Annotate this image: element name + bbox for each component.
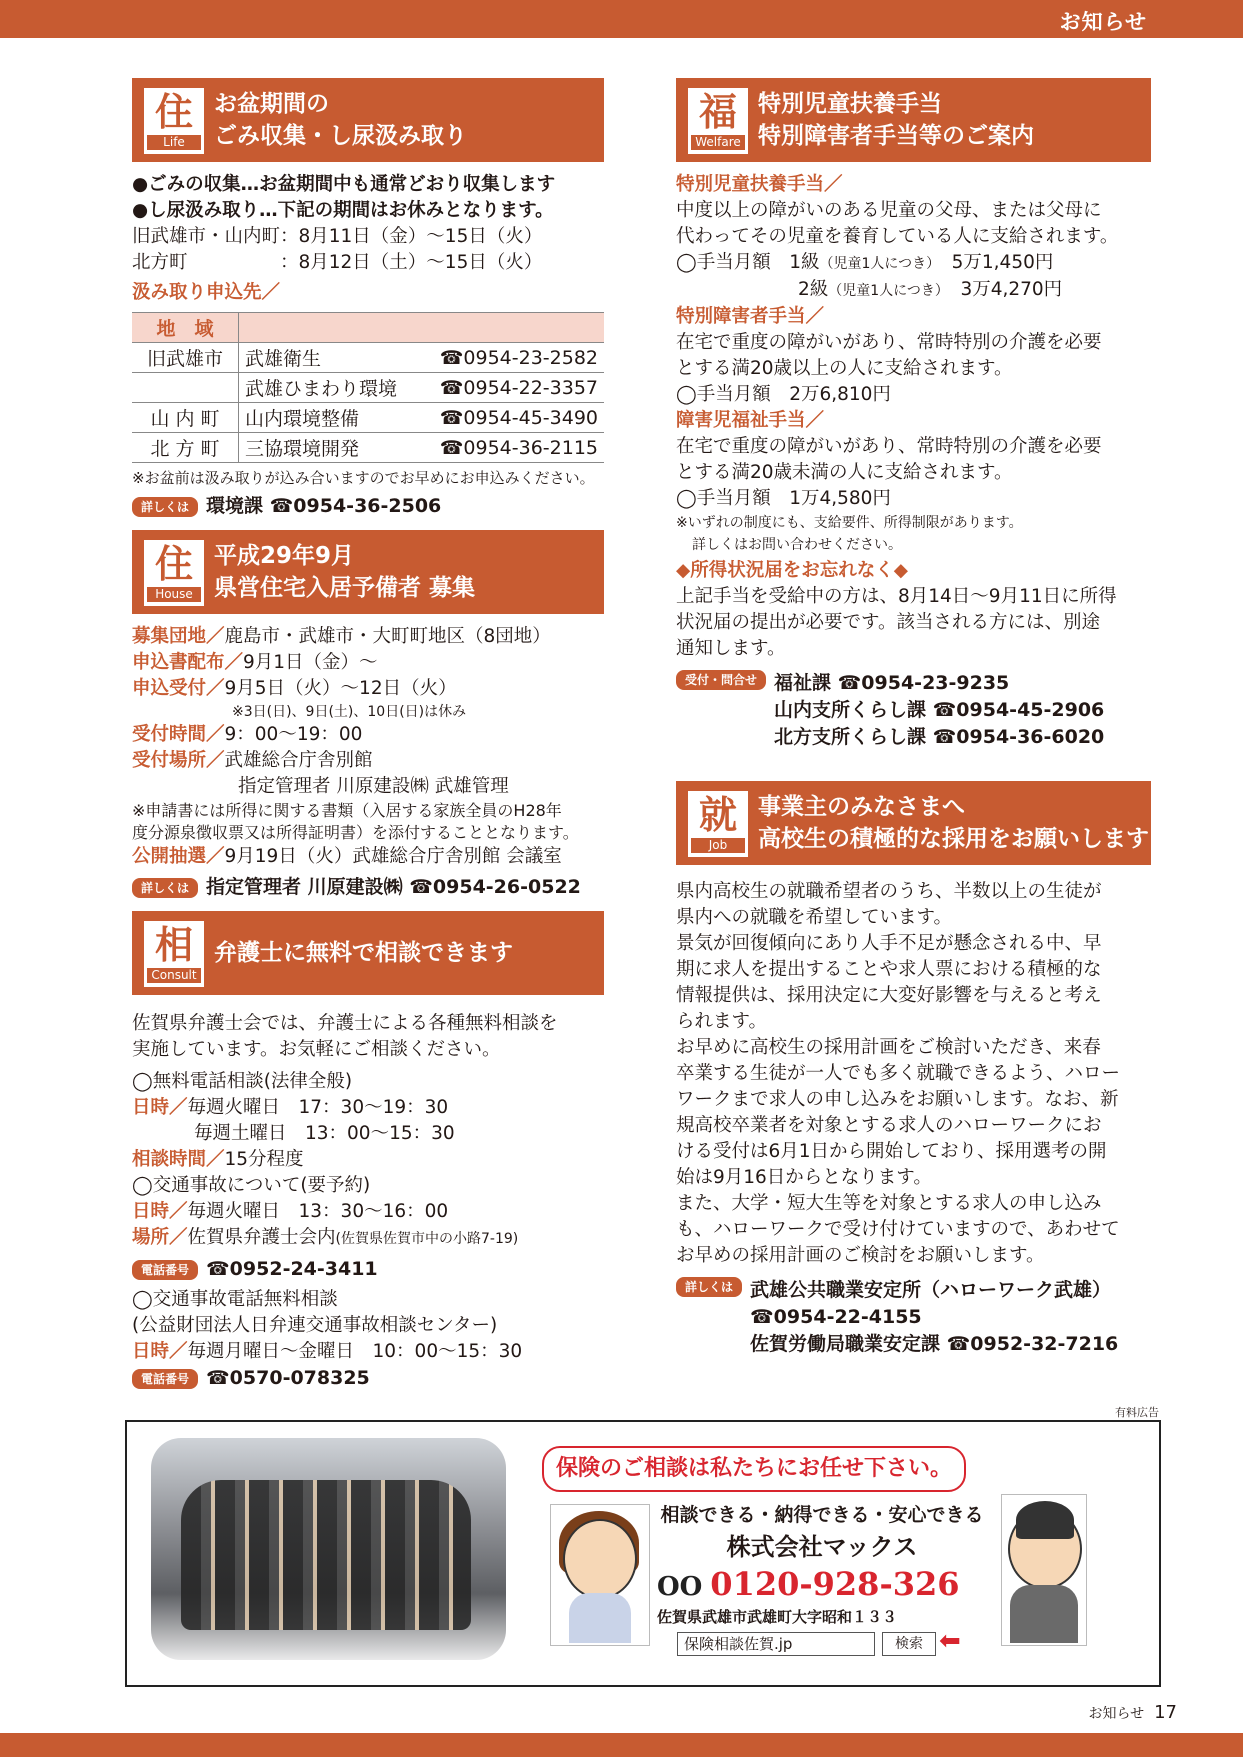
table-row: 武雄ひまわり環境 ☎0954-22-3357 (132, 373, 604, 403)
heading-lawyer (132, 911, 604, 995)
address: 佐賀県武雄市武雄町大字昭和１３３ (657, 1608, 898, 1626)
section-title: 事業主のみなさまへ 高校生の積極的な採用をお願いします (758, 794, 1149, 852)
details-badge: 詳しくは (132, 497, 198, 517)
body-line: 卒業する生徒が一人でも多く就職できるよう、ハロー (676, 1063, 1121, 1084)
details-badge: 詳しくは (676, 1277, 742, 1297)
info-line: 日時／毎週火曜日 13：30～16：00 (132, 1201, 449, 1222)
info-line: 日時／毎週月曜日～金曜日 10：00～15：30 (132, 1341, 523, 1362)
top-banner (0, 0, 1243, 38)
subheading: 汲み取り申込先／ (132, 282, 281, 303)
info-line: 場所／佐賀県弁護士会内(佐賀県佐賀市中の小路7-19) (132, 1227, 519, 1248)
info-line: 毎週土曜日 13：00～15：30 (194, 1123, 455, 1144)
heading-garbage (132, 78, 604, 162)
body-line: も、ハローワークで受け付けていますので、あわせて (676, 1219, 1120, 1240)
holiday-note: ※3日(日)、9日(土)、10日(日)は休み (232, 704, 467, 720)
left-column (132, 78, 604, 1392)
info-line: 募集団地／鹿島市・武雄市・大町町地区（8団地） (132, 626, 551, 647)
arrow-icon: ⬅ (939, 1626, 961, 1656)
garbage-line: ●ごみの収集…お盆期間中も通常どおり収集します (132, 174, 556, 195)
body-line: 県内高校生の就職希望者のうち、半数以上の生徒が (676, 881, 1102, 902)
contact-line: 山内支所くらし課 ☎0954-45-2906 (774, 699, 1105, 721)
body-line: お早めに高校生の採用計画をご検討いただき、来春 (676, 1037, 1101, 1058)
page-footer: お知らせ 17 (1088, 1702, 1177, 1723)
info-line: 受付場所／武雄総合庁舎別館 (132, 750, 373, 771)
subheading: 特別障害者手当／ (676, 306, 825, 327)
body-line: 規高校卒業者を対象とする求人のハローワークにお (676, 1115, 1102, 1136)
amount-line: ◯手当月額 1万4,580円 (676, 488, 891, 509)
contact-line: 武雄公共職業安定所（ハローワーク武雄） (750, 1279, 1112, 1301)
body-line: 始は9月16日からとなります。 (676, 1167, 932, 1188)
advertisement (125, 1420, 1161, 1687)
paid-ad-label: 有料広告 (1115, 1406, 1159, 1419)
info-line: (公益財団法人日弁連交通事故相談センター) (132, 1315, 498, 1336)
speech-bubble: 保険のご相談は私たちにお任せ下さい。 (542, 1446, 966, 1492)
subheading: 障害児福祉手当／ (676, 410, 825, 431)
body-line: 景気が回復傾向にあり人手不足が懸念される中、早 (676, 933, 1102, 954)
body-line: 在宅で重度の障がいがあり、常時特別の介護を必要 (676, 436, 1102, 457)
phone-badge: 電話番号 (132, 1369, 198, 1389)
intro-line: 佐賀県弁護士会では、弁護士による各種無料相談を (132, 1013, 558, 1034)
category-badge: 相 Consult (144, 921, 204, 987)
search-button: 検索 (882, 1632, 936, 1656)
body-line: 状況届の提出が必要です。該当される方には、別途 (676, 612, 1101, 633)
search-box: 保険相談佐賀.jp (677, 1632, 875, 1656)
table-header: 地 域 (132, 313, 604, 343)
sewage-line: ●し尿汲み取り…下記の期間はお休みとなります。 (132, 200, 554, 221)
section-title: お盆期間の ごみ収集・し尿汲み取り (214, 91, 467, 149)
ad-text (657, 1500, 987, 1627)
info-line: 申込受付／9月5日（火）～12日（火） (132, 678, 457, 699)
contact-line: 佐賀労働局職業安定課 ☎0952-32-7216 (750, 1333, 1119, 1355)
staff-photo (151, 1438, 506, 1660)
amount-line: 2級（児童1人につき） 3万4,270円 (798, 279, 1063, 300)
tagline: 相談できる・納得できる・安心できる (660, 1504, 984, 1526)
phone-badge: 電話番号 (132, 1260, 198, 1280)
heading-housing (132, 530, 604, 614)
subheading: 特別児童扶養手当／ (676, 174, 843, 195)
body-line: られます。 (676, 1011, 768, 1032)
body-line: 上記手当を受給中の方は、8月14日～9月11日に所得 (676, 586, 1117, 607)
info-line: 指定管理者 川原建設㈱ 武雄管理 (238, 776, 509, 797)
contact-line: 福祉課 ☎0954-23-9235 (774, 672, 1010, 694)
body-line: とする満20歳以上の人に支給されます。 (676, 358, 1013, 379)
body-line: 期に求人を提出することや求人票における積極的な (676, 959, 1102, 980)
freedial-icon: OO (657, 1572, 703, 1602)
contact-line: 詳しくは 指定管理者 川原建設㈱ ☎0954-26-0522 (132, 874, 604, 901)
note: 度分源泉徴収票又は所得証明書）を添付することとなります。 (132, 823, 579, 842)
amount-line: ◯手当月額 1級（児童1人につき） 5万1,450円 (676, 252, 1054, 273)
category-badge: 住 Life (144, 88, 204, 154)
section-label: お知らせ (1059, 10, 1147, 34)
body-line: 中度以上の障がいのある児童の父母、または父母に (676, 200, 1102, 221)
contact-line: 詳しくは 環境課 ☎0954-36-2506 (132, 493, 604, 520)
amount-line: ◯手当月額 2万6,810円 (676, 384, 891, 405)
body-line: お早めの採用計画のご検討をお願いします。 (676, 1245, 1045, 1266)
contact-line: 電話番号 ☎0570-078325 (132, 1365, 604, 1392)
company-name: 株式会社マックス (726, 1533, 918, 1561)
woman-illustration (550, 1504, 650, 1646)
intro-line: 実施しています。お気軽にご相談ください。 (132, 1039, 501, 1060)
body-line: ける受付は6月1日から開始しており、採用選考の開 (676, 1141, 1107, 1162)
info-line: 申込書配布／9月1日（金）～ (132, 652, 378, 673)
category-badge: 就 Job (688, 791, 748, 857)
heading-welfare (676, 78, 1151, 162)
info-line: 受付時間／9：00～19：00 (132, 724, 363, 745)
body-line: ワークまで求人の申し込みをお願いします。なお、新 (676, 1089, 1119, 1110)
contact-line: ☎0954-22-4155 (750, 1306, 922, 1328)
info-line: ◯無料電話相談(法律全般) (132, 1071, 353, 1092)
heading-job (676, 781, 1151, 865)
body-line: また、大学・短大生等を対象とする求人の申し込み (676, 1193, 1102, 1214)
category-badge: 住 House (144, 540, 204, 606)
table-row: 北 方 町 三協環境開発 ☎0954-36-2115 (132, 433, 604, 463)
note: ※申請書には所得に関する書類（入居する家族全員のH28年 (132, 801, 562, 820)
subheading: ◆所得状況届をお忘れなく◆ (676, 560, 908, 581)
bottom-banner (0, 1733, 1243, 1757)
section-title: 弁護士に無料で相談できます (214, 940, 513, 966)
note: ※いずれの制度にも、支給要件、所得制限があります。 (676, 515, 1023, 531)
contact-line: 北方支所くらし課 ☎0954-36-6020 (774, 726, 1105, 748)
period-line: 旧武雄市・山内町：8月11日（金）～15日（火） (132, 226, 543, 247)
details-badge: 詳しくは (132, 878, 198, 898)
info-line: ◯交通事故について(要予約) (132, 1175, 371, 1196)
table-row: 山 内 町 山内環境整備 ☎0954-45-3490 (132, 403, 604, 433)
note: ※お盆前は汲み取りが込み合いますのでお早めにお申込みください。 (132, 469, 595, 487)
body-line: 県内への就職を希望しています。 (676, 907, 953, 928)
freedial: OO 0120-928-326 (657, 1565, 960, 1603)
body-line: 在宅で重度の障がいがあり、常時特別の介護を必要 (676, 332, 1102, 353)
info-line: 日時／毎週火曜日 17：30～19：30 (132, 1097, 449, 1118)
contact-block (676, 1277, 1151, 1358)
table-row: 旧武雄市 武雄衛生 ☎0954-23-2582 (132, 343, 604, 373)
contact-table (132, 312, 604, 463)
note: 詳しくはお問い合わせください。 (692, 537, 902, 553)
info-line: 相談時間／15分程度 (132, 1149, 304, 1170)
contact-block (676, 670, 1151, 751)
info-line: ◯交通事故電話無料相談 (132, 1289, 338, 1310)
body-line: 通知します。 (676, 638, 786, 659)
info-line: 公開抽選／9月19日（火）武雄総合庁舎別館 会議室 (132, 846, 562, 867)
category-badge: 福 Welfare (688, 88, 748, 154)
body-line: とする満20歳未満の人に支給されます。 (676, 462, 1013, 483)
body-line: 情報提供は、採用決定に大変好影響を与えると考え (676, 985, 1102, 1006)
man-illustration (1001, 1494, 1087, 1646)
section-title: 平成29年9月 県営住宅入居予備者 募集 (214, 543, 476, 601)
inquiry-badge: 受付・問合せ (676, 670, 766, 690)
period-line: 北方町 ：8月12日（土）～15日（火） (132, 252, 543, 273)
body-line: 代わってその児童を養育している人に支給されます。 (676, 226, 1119, 247)
right-column (676, 78, 1151, 1358)
contact-line: 電話番号 ☎0952-24-3411 (132, 1256, 604, 1283)
section-title: 特別児童扶養手当 特別障害者手当等のご案内 (758, 91, 1034, 149)
page-number: 17 (1154, 1702, 1177, 1723)
